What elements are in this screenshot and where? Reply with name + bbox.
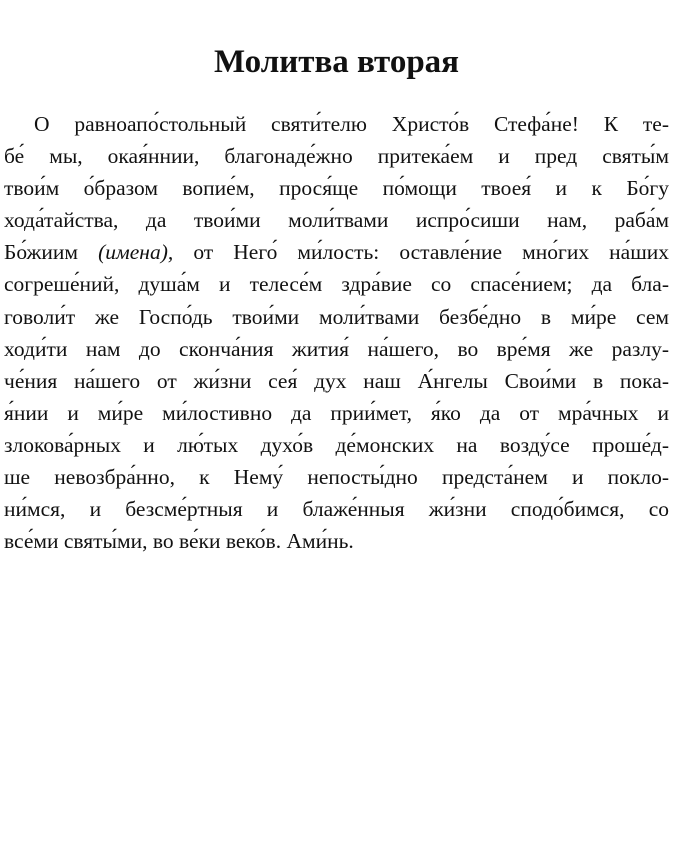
prayer-line: ни́мся, и безсме́ртныя и блаже́нныя жи́зни сподо́бимся, со [4,497,669,522]
prayer-line-part: от Него́ ми́лость: оставле́ние мно́гих на́ших [193,240,669,265]
prayer-line: злокова́рных и лю́тых духо́в де́монских на возду́се проше́д- [4,432,669,457]
prayer-line: ходи́ти нам до сконча́ния жития́ на́шего, во вре́мя же разлу- [4,336,669,361]
names-placeholder: (имена), [98,240,174,265]
prayer-line: все́ми святы́ми, во ве́ки веко́в. Ами́нь. [4,529,354,554]
prayer-line: согреше́ний, душа́м и телесе́м здра́вие со спасе́нием; да бла- [4,272,669,297]
prayer-line: я́нии и ми́ре ми́лостивно да прии́мет, я́ко да от мра́чных и [4,400,669,425]
prayer-line-part: Бо́жиим [4,240,79,265]
prayer-line: хода́тайства, да твои́ми моли́твами испро́сиши нам, раба́м [4,208,669,233]
prayer-line: твои́м о́бразом вопие́м, прося́ще по́мощи твоея́ и к Бо́гу [4,176,669,201]
prayer-line: ше невозбра́нно, к Нему́ непосты́дно предста́нем и покло- [4,465,669,490]
prayer-line: че́ния на́шего от жи́зни сея́ дух наш А́нгелы Свои́ми в пока- [4,368,669,393]
prayer-line: О равноапо́стольный святи́телю Христо́в Стефа́не! К те- [34,112,669,136]
prayer-line: говоли́т же Госпо́дь твои́ми моли́твами безбе́дно в ми́ре сем [4,304,669,329]
prayer-text [4,108,669,557]
prayer-line [4,236,669,268]
prayer-title: Молитва вторая [213,44,460,80]
prayer-line: бе́ мы, окая́ннии, благонаде́жно притека́ем и пред святы́м [4,144,669,169]
